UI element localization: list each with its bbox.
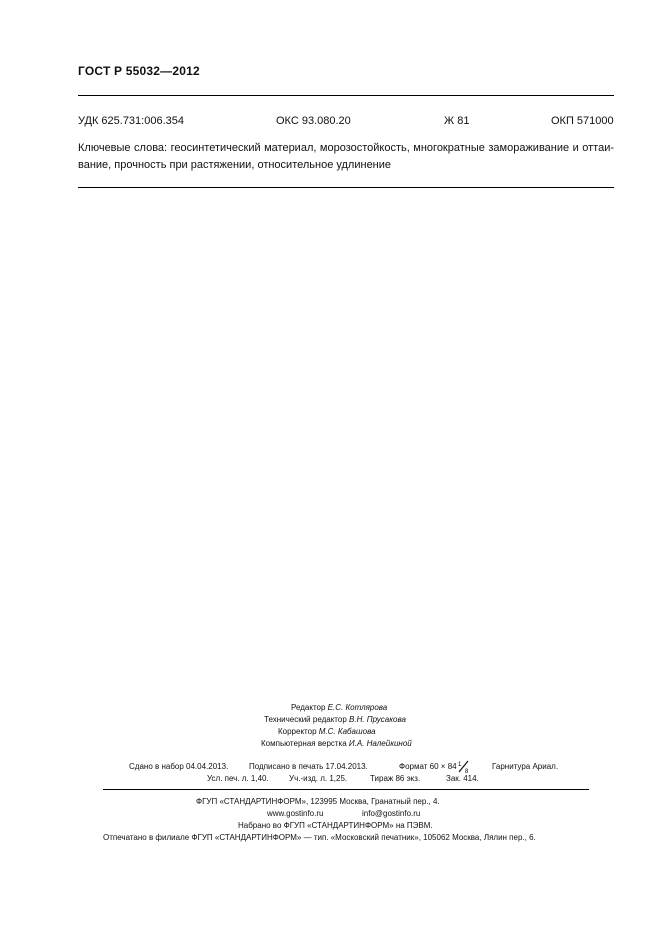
credit-name: И.А. Налейкиной xyxy=(348,739,412,748)
credit-role: Компьютерная верстка xyxy=(261,739,347,748)
credit-layout xyxy=(261,739,412,748)
credit-name: М.С. Кабашова xyxy=(318,727,376,736)
imprint-order: Зак. 414. xyxy=(446,774,479,783)
oks-code: ОКС 93.080.20 xyxy=(276,115,351,127)
standard-code: ГОСТ Р 55032—2012 xyxy=(78,64,200,78)
fraction-denominator: 8 xyxy=(464,769,468,774)
okp-code: ОКП 571000 xyxy=(551,115,614,127)
imprint-submitted: Сдано в набор 04.04.2013. xyxy=(129,762,229,771)
imprint-typeface: Гарнитура Ариал. xyxy=(492,762,559,771)
keywords-rule xyxy=(78,187,614,188)
zh-code: Ж 81 xyxy=(444,115,470,127)
credit-name: В.Н. Прусакова xyxy=(349,715,406,724)
publisher-address: ФГУП «СТАНДАРТИНФОРМ», 123995 Москва, Гранатный пер., 4. xyxy=(196,797,440,806)
credit-tech-editor xyxy=(264,715,406,724)
imprint-rule xyxy=(103,789,589,790)
publisher-typeset: Набрано во ФГУП «СТАНДАРТИНФОРМ» на ПЭВМ. xyxy=(238,821,433,830)
format-prefix: Формат 60 xyxy=(399,762,439,772)
publisher-email: info@gostinfo.ru xyxy=(362,809,421,818)
keywords-line-2: вание, прочность при растяжении, относительное удлинение xyxy=(78,159,392,171)
format-84: 84 xyxy=(447,762,457,772)
credit-role: Корректор xyxy=(278,727,317,736)
format-times: × xyxy=(440,762,446,772)
keywords-line-1: Ключевые слова: геосинтетический материал, морозостойкость, многократные замораживание и оттаи- xyxy=(78,142,614,154)
header-rule xyxy=(78,95,614,96)
imprint-signed: Подписано в печать 17.04.2013. xyxy=(249,762,368,771)
imprint-circulation: Тираж 86 экз. xyxy=(370,774,421,783)
publisher-website: www.gostinfo.ru xyxy=(267,809,324,818)
keywords-paragraph xyxy=(78,140,614,174)
publisher-printed: Отпечатано в филиале ФГУП «СТАНДАРТИНФОРМ» — тип. «Московский печатник», 105062 Москва, Лялин пер., 6. xyxy=(103,833,536,842)
imprint-pub-sheets: Уч.-изд. л. 1,25. xyxy=(289,774,348,783)
imprint-format xyxy=(399,762,471,772)
fraction-numerator: 1 xyxy=(457,762,461,768)
credit-corrector xyxy=(278,727,376,736)
format-fraction xyxy=(457,762,471,772)
credit-role: Технический редактор xyxy=(264,715,347,724)
imprint-print-sheets: Усл. печ. л. 1,40. xyxy=(207,774,269,783)
credit-editor xyxy=(291,703,387,712)
credit-name: Е.С. Котлярова xyxy=(327,703,388,712)
credit-role: Редактор xyxy=(291,703,326,712)
udk-code: УДК 625.731:006.354 xyxy=(78,115,184,127)
